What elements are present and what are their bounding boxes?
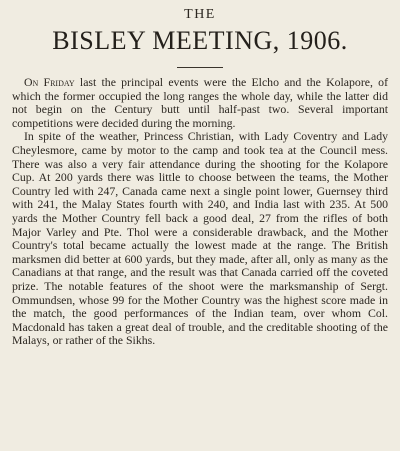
article-headline: BISLEY MEETING, 1906.	[52, 26, 348, 55]
paragraph-text: last the principal events were the Elcho and the Kolapore, of which the former occupied the long ranges the whole day, while the latter did not begin on the Century butt until half-past two. Several important competitions were decided during the morning.	[12, 75, 389, 130]
headline-divider	[177, 67, 223, 68]
article-body	[12, 76, 388, 348]
article-kicker: THE	[184, 7, 216, 22]
paragraph-2	[12, 130, 388, 348]
paragraph-1	[12, 76, 388, 130]
paragraph-text: In spite of the weather, Princess Christian, with Lady Coventry and Lady Cheylesmore, came by motor to the camp and took tea at the Council mess. There was also a very fair attendance during the shooting for the Kolapore Cup. At 200 yards there was little to choose between the teams, the Mother Country led with 247, Canada came next a single point lower, Guernsey third with 241, the Malay States fourth with 240, and India last with 235. At 500 yards the Mother Country fell back a good deal, 27 from the rifles of both Major Varley and Pte. Thol were a considerable drawback, and the Mother Country's total became actually the lowest made at the range. The British marksmen did better at 600 yards, but they made, after all, only as many as the Canadians at that range, and the result was that Canada carried off the coveted prize. The notable features of the shoot were the marksmanship of Sergt. Ommundsen, whose 99 for the Mother Country was the highest score made in the match, the good performances of the Indian team, over whom Col. Macdonald has taken a great deal of trouble, and the creditable shooting of the Malays, or rather of the Sikhs.	[12, 129, 388, 348]
paragraph-lead: On Friday	[24, 75, 75, 89]
